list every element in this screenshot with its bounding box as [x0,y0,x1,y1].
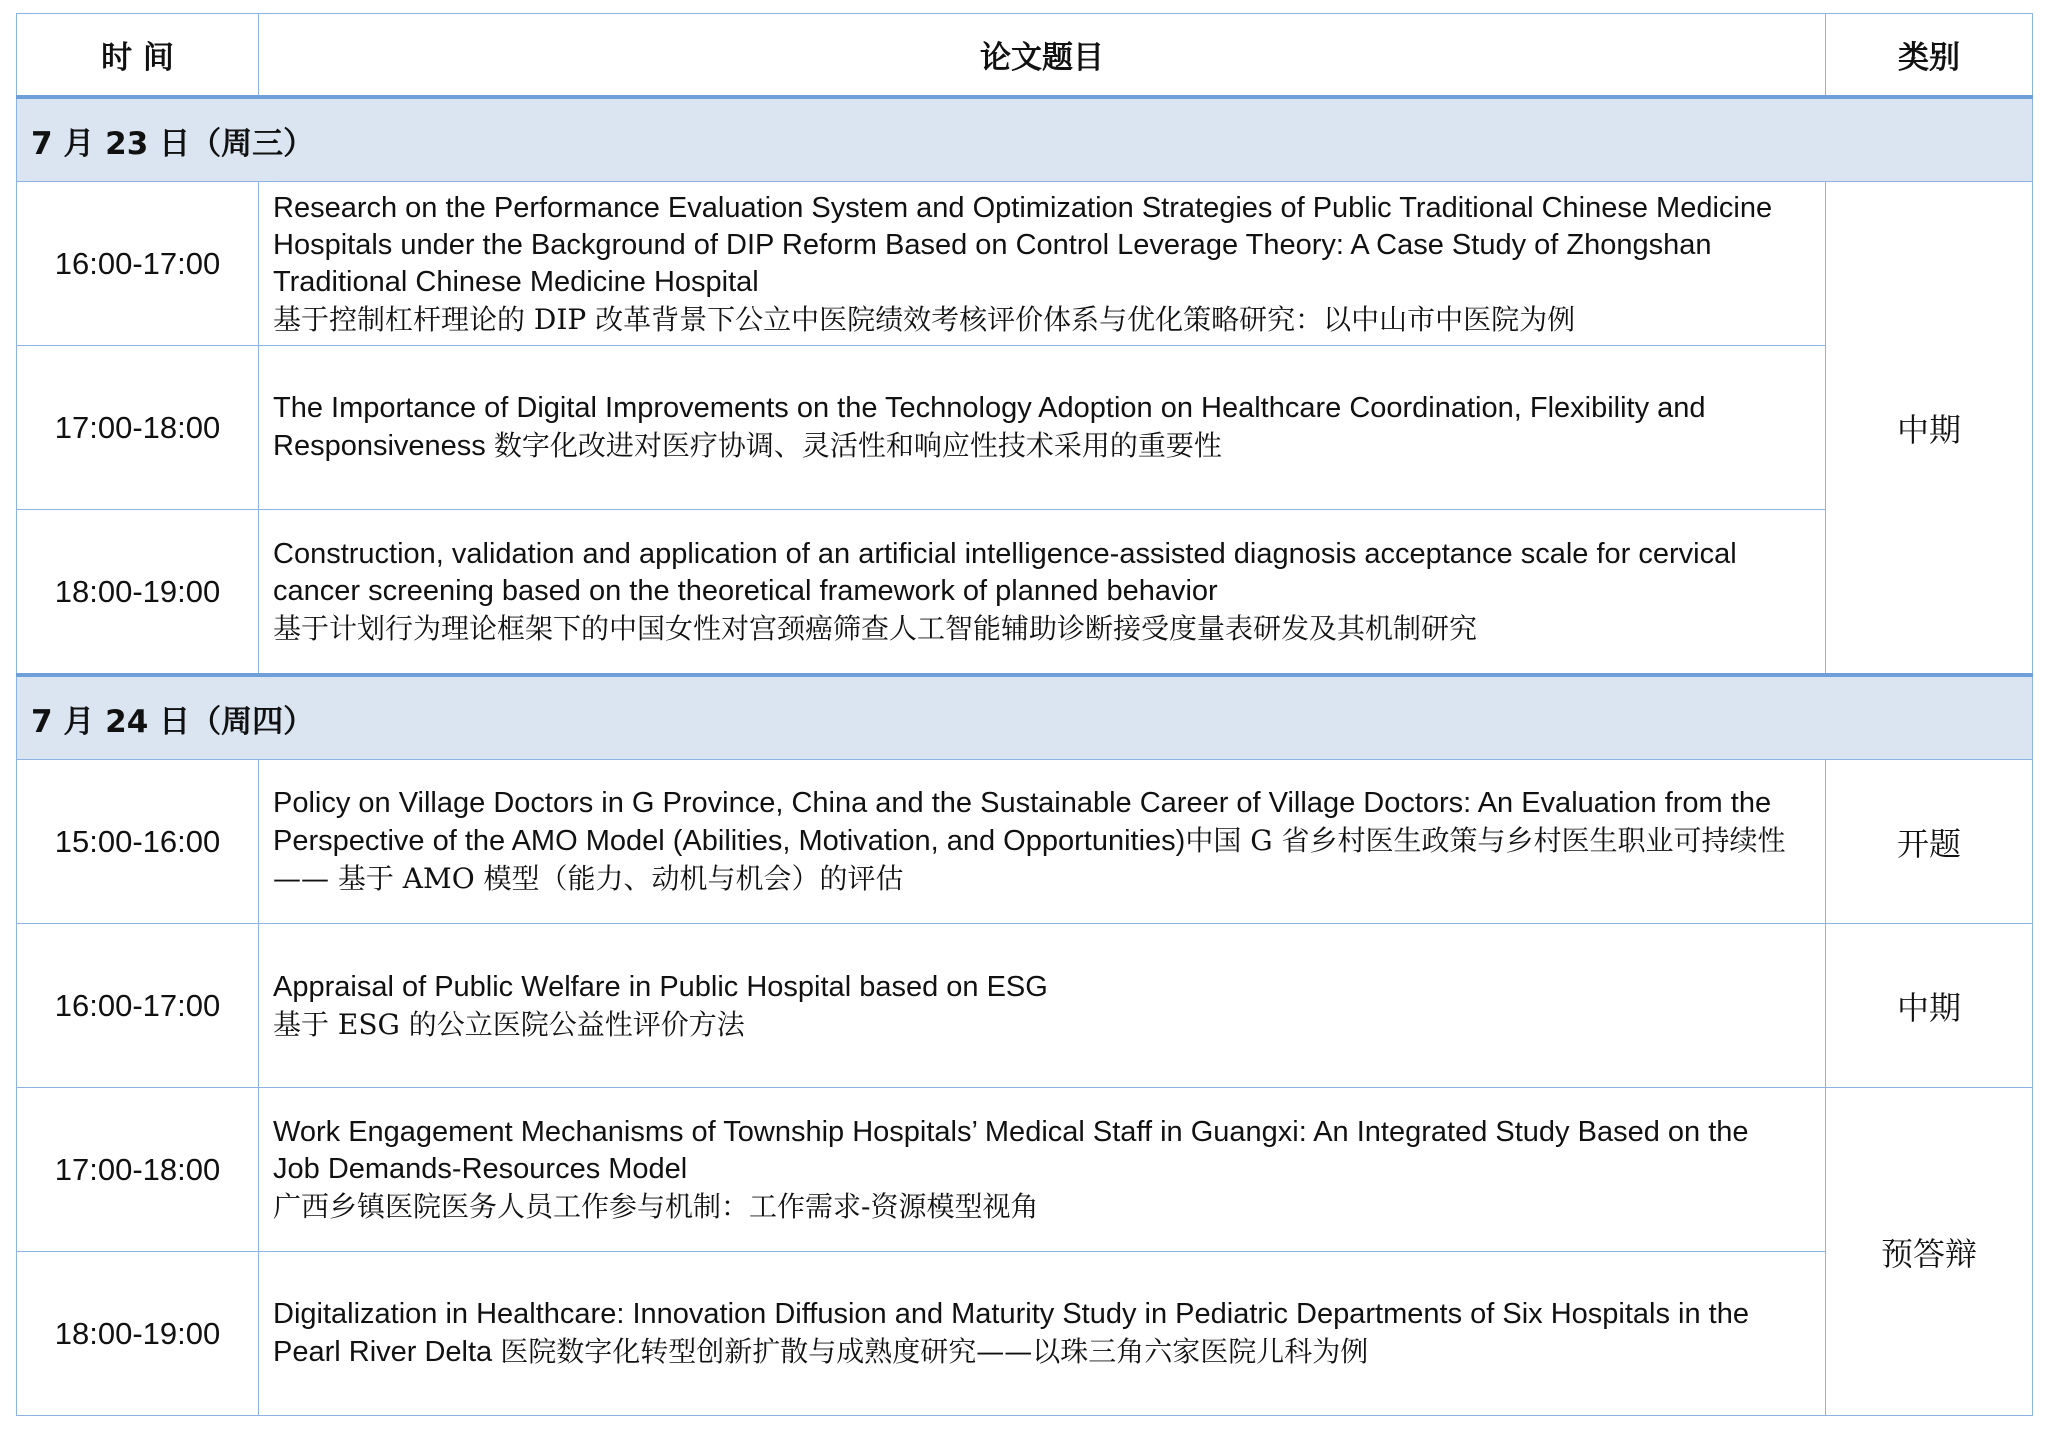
title-english: Construction, validation and application of an artificial intelligence-assisted diagnosis acceptance scale for cervical cancer screening based on the theoretical framework of planned behavior [273,538,1737,607]
table-row [17,924,2033,1088]
session-time: 16:00-17:00 [17,924,259,1088]
session-title [259,182,1826,346]
header-time: 时 间 [17,14,259,98]
title-english: Work Engagement Mechanisms of Township Hospitals’ Medical Staff in Guangxi: An Integrated Study Based on the Job Demands-Resources Model [273,1116,1749,1185]
title-chinese: 基于计划行为理论框架下的中国女性对宫颈癌筛查人工智能辅助诊断接受度量表研发及其机制研究 [273,612,1478,645]
title-chinese: 基于 ESG 的公立医院公益性评价方法 [273,1007,745,1041]
session-time: 18:00-19:00 [17,1252,259,1416]
table-header-row [17,14,2033,98]
session-time: 17:00-18:00 [17,1088,259,1252]
date-row-jul-24 [17,675,2033,760]
session-time: 18:00-19:00 [17,510,259,676]
header-title: 论文题目 [259,14,1826,98]
session-category: 中期 [1826,182,2033,676]
table-row [17,1088,2033,1252]
table-row [17,1252,2033,1416]
session-title [259,346,1826,510]
title-chinese: 中国 G 省乡村医生政策与乡村医生职业可持续性 —— 基于 AMO 模型（能力、动机与机会）的评估 [273,824,1786,895]
session-time: 17:00-18:00 [17,346,259,510]
table-row [17,760,2033,924]
session-category: 开题 [1826,760,2033,924]
title-chinese: 医院数字化转型创新扩散与成熟度研究——以珠三角六家医院儿科为例 [500,1335,1369,1368]
table-row [17,182,2033,346]
title-chinese: 数字化改进对医疗协调、灵活性和响应性技术采用的重要性 [493,429,1222,462]
header-category: 类别 [1826,14,2033,98]
session-title [259,924,1826,1088]
date-label: 7 月 23 日（周三） [17,97,2033,182]
title-english: Policy on Village Doctors in G Province, China and the Sustainable Career of Village Doctors: An Evaluation from the Perspective of the AMO Model (Abilities, Motivation, and Opportunities) [273,787,1772,857]
date-label: 7 月 24 日（周四） [17,675,2033,760]
session-category: 中期 [1826,924,2033,1088]
title-english: The Importance of Digital Improvements on the Technology Adoption on Healthcare Coordination, Flexibility and Responsiveness [273,392,1706,462]
schedule-table [16,13,2033,1416]
date-row-jul-23 [17,97,2033,182]
session-time: 15:00-16:00 [17,760,259,924]
title-english: Appraisal of Public Welfare in Public Hospital based on ESG [273,970,1048,1003]
title-english: Digitalization in Healthcare: Innovation Diffusion and Maturity Study in Pediatric Departments of Six Hospitals in the Pearl River Delta [273,1298,1749,1368]
table-row [17,346,2033,510]
title-chinese: 基于控制杠杆理论的 DIP 改革背景下公立中医院绩效考核评价体系与优化策略研究：以中山市中医院为例 [273,302,1576,336]
session-time: 16:00-17:00 [17,182,259,346]
table-row [17,510,2033,676]
session-title [259,1252,1826,1416]
session-title [259,1088,1826,1252]
session-title [259,760,1826,924]
title-english: Research on the Performance Evaluation System and Optimization Strategies of Public Traditional Chinese Medicine Hospitals under the Background of DIP Reform Based on Control Leverage Theory: A Case Study of Zhongshan Traditional Chinese Medicine Hospital [273,191,1773,298]
title-chinese: 广西乡镇医院医务人员工作参与机制：工作需求-资源模型视角 [273,1190,1039,1223]
session-title [259,510,1826,676]
session-category: 预答辩 [1826,1088,2033,1416]
